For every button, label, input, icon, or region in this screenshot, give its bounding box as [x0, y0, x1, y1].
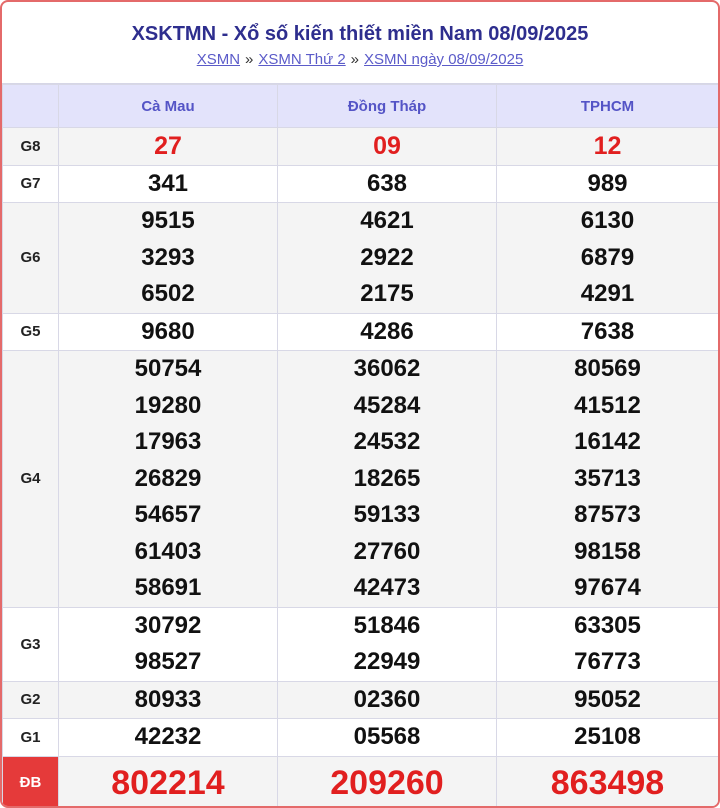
lottery-number: 209260 [330, 763, 444, 802]
lottery-number: 41512 [574, 391, 641, 419]
prize-cell [497, 165, 719, 203]
prize-cell [59, 313, 278, 351]
prize-cell [278, 681, 497, 719]
lottery-number: 87573 [574, 501, 641, 528]
prize-label: G6 [3, 203, 59, 314]
province-header-dong-thap: Đồng Tháp [278, 85, 497, 128]
prize-cell [497, 313, 719, 351]
prize-cell [59, 681, 278, 719]
prize-label: ĐB [3, 756, 59, 808]
lottery-number: 27 [154, 132, 182, 160]
lottery-number: 97674 [574, 574, 641, 601]
results-header [2, 2, 718, 84]
lottery-number: 05568 [353, 723, 421, 750]
prize-cell [278, 719, 497, 757]
prize-row [3, 681, 719, 719]
prize-label: G2 [3, 681, 59, 719]
prize-cell [59, 719, 278, 757]
lottery-number: 9680 [141, 317, 195, 345]
lottery-number: 6130 [580, 207, 635, 234]
province-header-ca-mau: Cà Mau [59, 85, 278, 128]
prize-cell [59, 756, 278, 808]
lottery-number: 19280 [134, 391, 202, 419]
prize-cell [59, 128, 278, 166]
lottery-number: 30792 [134, 611, 202, 639]
province-header-row [3, 85, 719, 128]
results-body [3, 128, 719, 808]
prize-label: G8 [3, 128, 59, 166]
prize-label: G7 [3, 165, 59, 203]
prize-cell [278, 607, 497, 681]
lottery-number: 25108 [574, 723, 641, 750]
lottery-number: 7638 [580, 317, 635, 345]
prize-cell [278, 128, 497, 166]
lottery-number: 18265 [353, 464, 421, 492]
lottery-number: 51846 [353, 611, 421, 639]
lottery-number: 98527 [134, 648, 202, 675]
breadcrumb-separator: » [350, 51, 360, 68]
lottery-number: 45284 [353, 391, 421, 419]
lottery-number: 6879 [580, 243, 635, 271]
prize-label: G3 [3, 607, 59, 681]
lottery-number: 02360 [353, 685, 421, 713]
prize-cell [497, 203, 719, 314]
prize-cell [59, 607, 278, 681]
lottery-number: 58691 [134, 574, 202, 601]
lottery-number: 63305 [574, 611, 641, 639]
prize-label: G1 [3, 719, 59, 757]
prize-row [3, 351, 719, 608]
lottery-number: 80933 [134, 685, 202, 713]
province-header-tphcm: TPHCM [497, 85, 719, 128]
lottery-number: 12 [593, 132, 622, 160]
lottery-number: 22949 [353, 648, 421, 675]
results-table [2, 84, 719, 808]
prize-cell [278, 203, 497, 314]
breadcrumb-link-xsmn-date[interactable]: XSMN ngày 08/09/2025 [364, 51, 524, 68]
prize-row [3, 719, 719, 757]
lottery-number: 42232 [134, 723, 202, 750]
lottery-number: 2922 [360, 243, 414, 271]
prize-row [3, 607, 719, 681]
prize-cell [497, 351, 719, 608]
breadcrumb [2, 50, 718, 70]
lottery-number: 863498 [550, 763, 665, 802]
prize-cell [278, 351, 497, 608]
lottery-number: 09 [373, 132, 401, 160]
lottery-number: 17963 [134, 428, 202, 455]
prize-label: G4 [3, 351, 59, 608]
lottery-number: 80569 [574, 355, 641, 382]
lottery-number: 27760 [353, 537, 421, 565]
prize-cell [59, 203, 278, 314]
prize-cell [497, 607, 719, 681]
lottery-number: 16142 [574, 428, 641, 455]
lottery-number: 35713 [574, 464, 641, 492]
prize-cell [497, 681, 719, 719]
lottery-number: 3293 [141, 243, 195, 271]
lottery-number: 802214 [111, 763, 225, 802]
prize-cell [59, 351, 278, 608]
prize-row [3, 313, 719, 351]
lottery-number: 6502 [141, 280, 195, 307]
lottery-number: 638 [366, 169, 408, 197]
lottery-number: 36062 [353, 355, 421, 382]
lottery-number: 26829 [134, 464, 202, 492]
prize-cell [497, 128, 719, 166]
prize-cell [278, 756, 497, 808]
lottery-number: 42473 [353, 574, 421, 601]
lottery-number: 989 [587, 169, 628, 197]
lottery-number: 54657 [134, 501, 202, 528]
prize-cell [278, 313, 497, 351]
breadcrumb-link-xsmn-thu-2[interactable]: XSMN Thứ 2 [258, 51, 346, 68]
breadcrumb-link-xsmn[interactable]: XSMN [196, 51, 241, 68]
prize-cell [497, 756, 719, 808]
prize-row [3, 756, 719, 808]
lottery-number: 98158 [574, 537, 641, 565]
breadcrumb-separator: » [245, 51, 254, 68]
prize-column-header [3, 85, 59, 128]
lottery-number: 9515 [141, 207, 195, 234]
lottery-number: 76773 [574, 648, 641, 675]
prize-cell [278, 165, 497, 203]
lottery-number: 4286 [360, 317, 414, 345]
prize-row [3, 203, 719, 314]
lottery-number: 4621 [360, 207, 414, 234]
prize-label: G5 [3, 313, 59, 351]
lottery-number: 50754 [134, 355, 202, 382]
lottery-number: 95052 [574, 685, 641, 713]
lottery-number: 4291 [580, 280, 635, 307]
page-title: XSKTMN - Xổ số kiến thiết miền Nam 08/09/2025 [131, 23, 589, 45]
lottery-number: 2175 [360, 280, 414, 307]
lottery-number: 59133 [353, 501, 421, 528]
prize-cell [59, 165, 278, 203]
prize-cell [497, 719, 719, 757]
lottery-number: 341 [147, 169, 189, 197]
lottery-number: 61403 [134, 537, 202, 565]
lottery-number: 24532 [353, 428, 421, 455]
prize-row [3, 165, 719, 203]
prize-row [3, 128, 719, 166]
